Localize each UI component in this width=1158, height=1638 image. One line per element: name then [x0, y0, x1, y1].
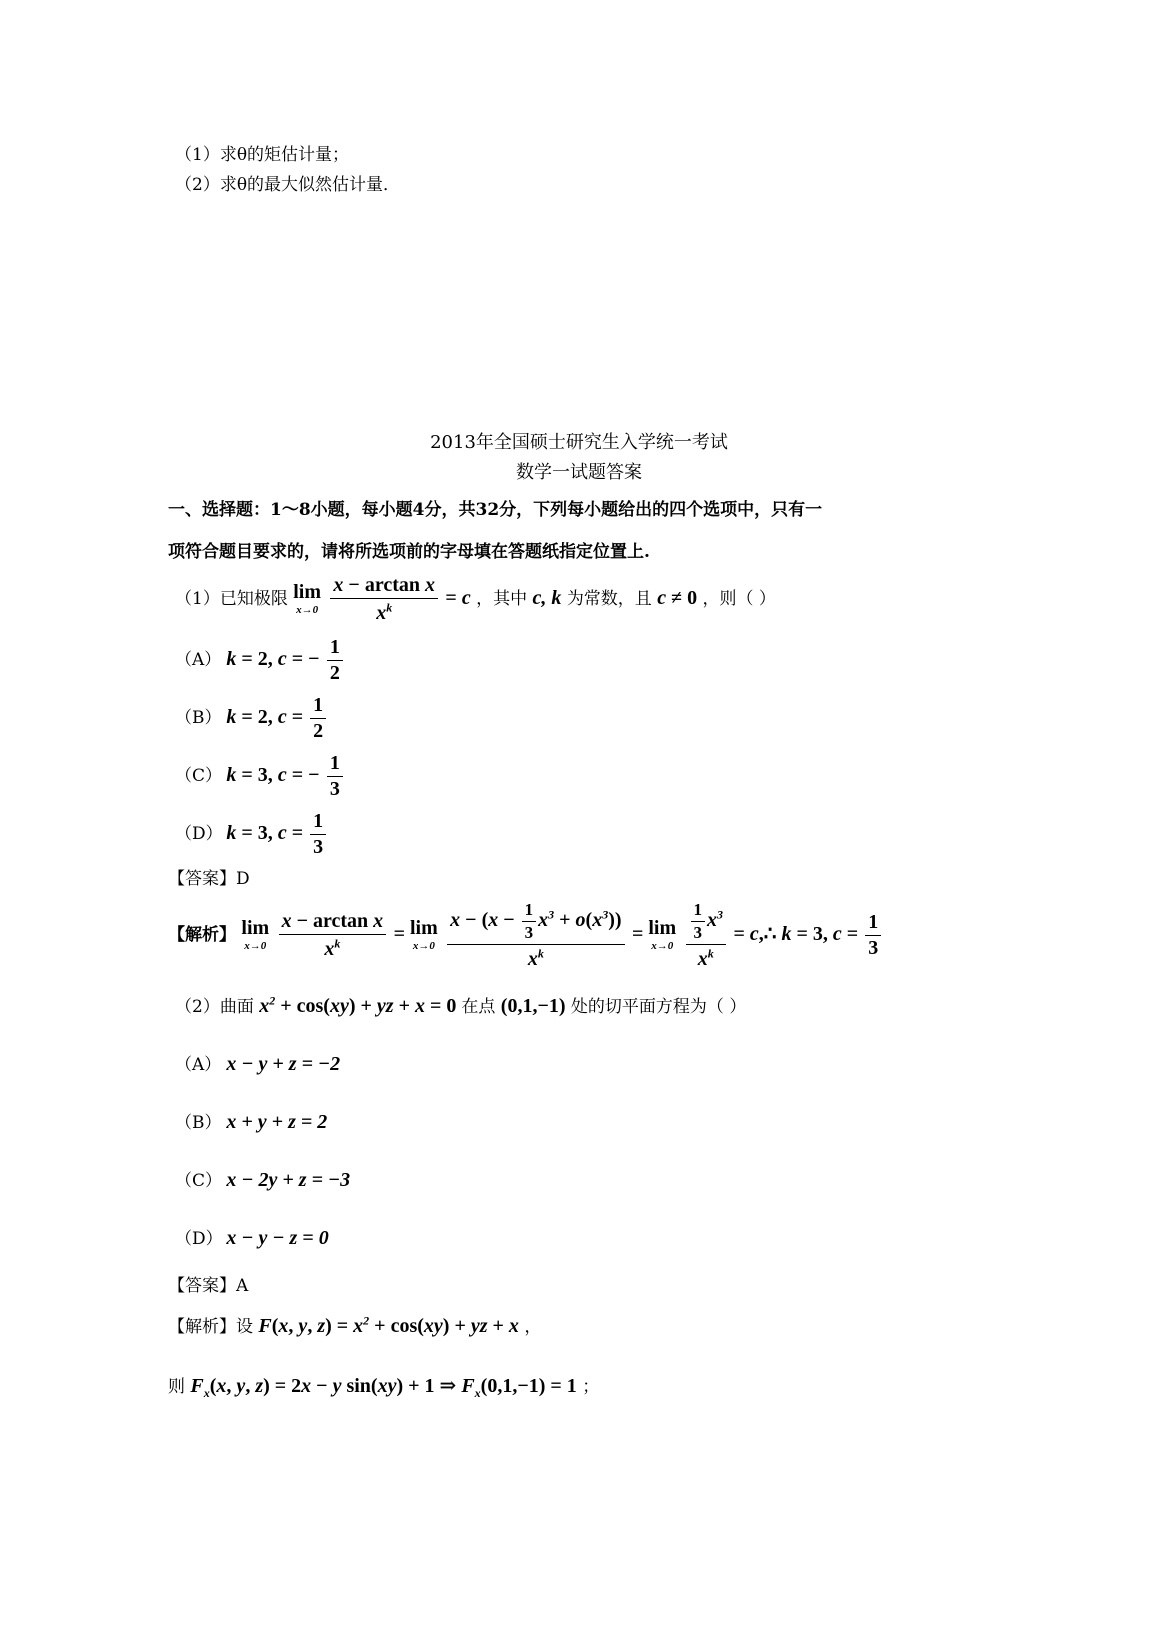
q1-prefix: （1）已知极限 [175, 588, 288, 609]
q2-prefix: （2）曲面 [175, 997, 254, 1017]
q2-option-b-label: （B） [175, 1113, 222, 1133]
q2-suffix: 处的切平面方程为（ ） [570, 997, 747, 1017]
exam-subtitle: 数学一试题答案 [516, 462, 642, 483]
q2-option-a-eq: x − y + z = −2 [226, 1053, 341, 1075]
q2-analysis: 【解析】设 F(x, y, $z) = x^2 + \cos(xy)$ + yz + x ， [168, 1313, 542, 1337]
q1-option-a-label: （A） [175, 650, 222, 670]
q2-then: 则 [168, 1377, 185, 1397]
section-heading-line-2: 项符合题目要求的，请将所选项前的字母填在答题纸指定位置上. [168, 542, 650, 562]
q2-option-c-label: （C） [175, 1171, 223, 1191]
section-heading-line-1: 一、选择题：1～8小题，每小题4分，共32分，下列每小题给出的四个选项中，只有一 [168, 500, 823, 520]
q2-option-d-label: （D） [175, 1229, 223, 1249]
q1-answer: 【答案】D [168, 869, 250, 889]
q1-option-a: （A） k = 2, c = − $\frac{1}{2}$ [175, 636, 345, 685]
q1-option-c: （C） k = 3, c = − $\frac{1}{3}$ [175, 752, 345, 801]
q1-option-b-label: （B） [175, 708, 222, 728]
q2-option-b [175, 1108, 327, 1134]
q1-option-d-label: （D） [175, 824, 223, 844]
q2-option-d [175, 1224, 329, 1250]
question-2-stem: （2）曲面 $x^2 + \cos(xy)$ + yz + x = 0 在点 (0,1,−1) 处的切平面方程为（ ） [175, 993, 747, 1017]
q1-option-c-label: （C） [175, 766, 223, 786]
q1-option-b: （B） k = 2, c = $\frac{1}{2}$ [175, 694, 328, 743]
q1-analysis: 【解析】 lim x→0 $\frac{\text{x − arctan x}}{x^k}$ = lim x→0 x − (x − $\frac{1}{3}$ $x^3 + o(x^3)$) $x^k$ = lim x→0 $\frac{1}{3}$ $x^3$ $x^k$ = c,∴ k = 3, c = $\frac{1}{3}$ [168, 900, 883, 971]
exam-title: 2013年全国硕士研究生入学统一考试 [430, 432, 728, 453]
q2-option-c [175, 1166, 350, 1192]
q2-derivative: 则 $F_x(x$, y, z) = 2x − y sin(xy) + 1 ⇒ $F_x(0,1,-1) = 1$ ； [168, 1375, 600, 1400]
q1-analysis-label: 【解析】 [168, 924, 236, 945]
q2-analysis-end: ， [524, 1317, 542, 1337]
q1-fraction: $\frac{\text{x − arctan x}}{x^k}$ [330, 574, 438, 625]
prev-item1-text: （1）求θ的矩估计量； [175, 145, 350, 165]
q1-suffix: ，则（ ） [702, 588, 776, 609]
q2-answer: 【答案】A [168, 1276, 249, 1296]
prev-question-item-2 [175, 170, 400, 195]
q1-middle: ，其中 [476, 588, 528, 609]
q2-then-end: ； [582, 1377, 600, 1397]
q1-option-d: （D） k = 3, c = $\frac{1}{3}$ [175, 810, 328, 859]
question-1-stem: （1）已知极限 lim x→0 $\frac{\text{x − arctan x}}{x^k}$ = c ，其中 c, k 为常数，且 c ≠ 0 ，则（ ） [175, 574, 776, 624]
q2-option-a-label: （A） [175, 1055, 222, 1075]
q2-middle: 在点 [461, 997, 496, 1017]
q1-middle2: 为常数，且 [566, 588, 652, 609]
q2-option-b-eq: x + y + z = 2 [226, 1111, 328, 1133]
q2-analysis-label: 【解析】设 [168, 1317, 253, 1337]
q1-limit: lim x→0 [293, 581, 322, 617]
prev-item2-text: （2）求θ的最大似然估计量． [175, 175, 401, 195]
q2-option-d-eq: x − y − z = 0 [226, 1227, 329, 1249]
q2-option-a [175, 1050, 340, 1076]
q2-option-c-eq: x − 2y + z = −3 [226, 1169, 351, 1191]
prev-question-item-1 [175, 140, 349, 165]
